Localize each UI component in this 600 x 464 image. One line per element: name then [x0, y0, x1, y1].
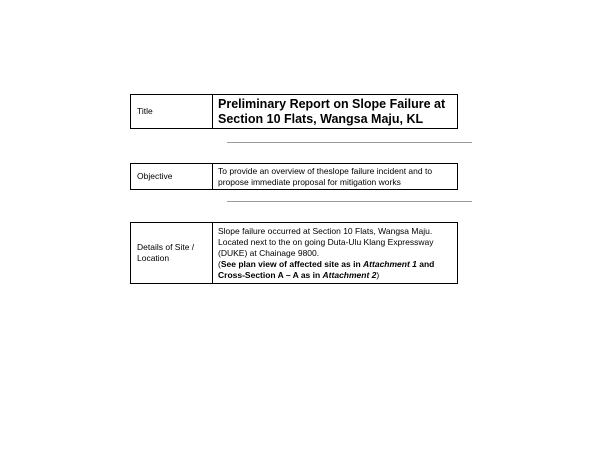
section-divider — [227, 142, 472, 143]
title-row — [130, 94, 458, 129]
details-row — [130, 222, 458, 284]
title-label: Title — [131, 95, 213, 128]
objective-label: Objective — [131, 164, 213, 189]
details-description: Slope failure occurred at Section 10 Flats, Wangsa Maju. Located next to the on going Duta-Ulu Klang Expressway (DUKE) at Chainage 9800. — [218, 226, 434, 259]
details-note: (See plan view of affected site as in Attachment 1 and Cross-Section A – A as in Attachment 2) — [218, 259, 435, 281]
section-divider — [227, 201, 472, 202]
attachment-2-ref: Attachment 2 — [322, 270, 377, 281]
details-label: Details of Site / Location — [131, 223, 213, 283]
report-title: Preliminary Report on Slope Failure at Section 10 Flats, Wangsa Maju, KL — [218, 97, 446, 126]
objective-text: To provide an overview of theslope failure incident and to propose immediate proposal for mitigation works — [218, 166, 433, 188]
details-text — [213, 223, 457, 283]
objective-row — [130, 163, 458, 190]
attachment-1-ref: Attachment 1 — [363, 259, 417, 270]
